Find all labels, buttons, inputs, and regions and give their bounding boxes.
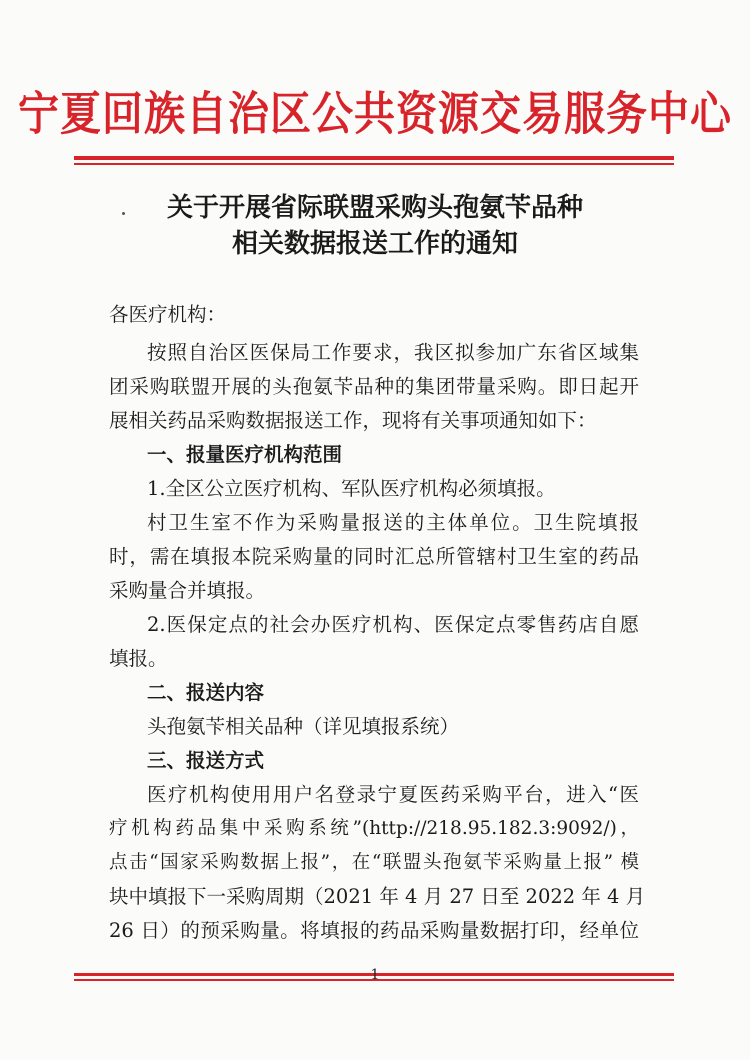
section-3-heading: 三、报送方式 [147, 749, 265, 772]
letterhead-rule-thin [74, 163, 674, 165]
letterhead-rule-thick [74, 156, 674, 160]
section-3-line-3: 点击“国家采购数据上报”，在“联盟头孢氨苄采购量上报” 模 [109, 852, 639, 873]
section-2-text: 头孢氨苄相关品种（详见填报系统） [147, 715, 460, 738]
section-1-item-1: 1.全区公立医疗机构、军队医疗机构必须填报。 [147, 477, 556, 500]
section-1-heading: 一、报量医疗机构范围 [147, 443, 343, 466]
section-2-heading: 二、报送内容 [147, 681, 265, 704]
section-3-line-5: 26 日）的预采购量。将填报的药品采购量数据打印，经单位 [109, 919, 639, 942]
intro-line-2: 团采购联盟开展的头孢氨苄品种的集团带量采购。即日起开 [109, 375, 639, 398]
intro-line-1: 按照自治区医保局工作要求，我区拟参加广东省区域集 [147, 341, 639, 364]
salutation: 各医疗机构： [109, 303, 227, 326]
page-number: 1 [370, 967, 380, 983]
notice-title-line-2: 相关数据报送工作的通知 [231, 229, 518, 259]
section-1-note-line-1: 村卫生室不作为采购量报送的主体单位。卫生院填报 [147, 511, 639, 534]
notice-title-line-1: 关于开展省际联盟采购头孢氨苄品种 [166, 193, 583, 223]
section-1-note-line-2: 时，需在填报本院采购量的同时汇总所管辖村卫生室的药品 [109, 545, 639, 568]
section-1-note-line-3: 采购量合并填报。 [109, 579, 266, 602]
organization-letterhead: 宁夏回族自治区公共资源交易服务中心 [18, 87, 732, 141]
section-3-line-4: 块中填报下一采购周期（2021 年 4 月 27 日至 2022 年 4 月 [109, 885, 646, 908]
section-1-item-2-line-2: 填报。 [109, 647, 168, 670]
section-3-line-2: 疗机构药品集中采购系统”(http://218.95.182.3:9092/)， [109, 818, 639, 839]
section-3-line-1: 医疗机构使用用户名登录宁夏医药采购平台，进入“医 [147, 783, 639, 806]
section-1-item-2-line-1: 2.医保定点的社会办医疗机构、医保定点零售药店自愿 [147, 613, 639, 636]
intro-line-3: 展相关药品采购数据报送工作，现将有关事项通知如下： [109, 409, 597, 432]
